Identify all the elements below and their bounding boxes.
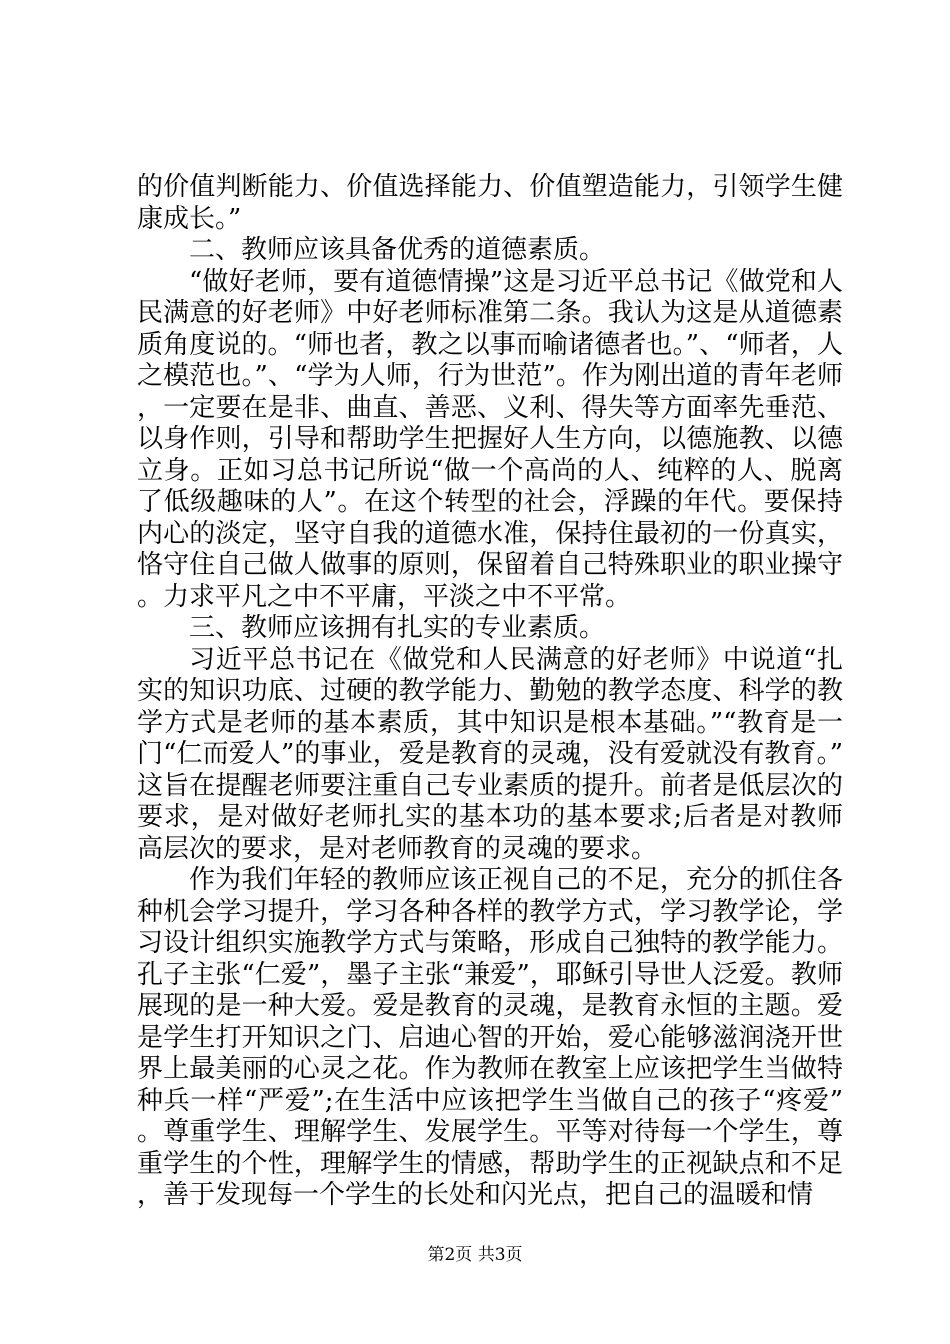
paragraph-professional-quality: 习近平总书记在《做党和人民满意的好老师》中说道“扎实的知识功底、过硬的教学能力、勤勉的教学态度、科学的教学方式是老师的基本素质，其中知识是根本基础。”“教育是一门“仁而爱人”的事业，爱是教育的灵魂，没有爱就没有教育。”这旨在提醒老师要注重自己专业素质的提升。前者是低层次的要求，是对做好老师扎实的基本功的基本要求;后者是对教师高层次的要求，是对老师教育的灵魂的要求。 — [137, 644, 843, 864]
paragraph-continuation: 的价值判断能力、价值选择能力、价值塑造能力，引领学生健康成长。” — [137, 172, 843, 234]
section-heading-professional: 三、教师应该拥有扎实的专业素质。 — [189, 613, 606, 643]
page-number-footer: 第2页 共3页 — [427, 1245, 523, 1265]
paragraph-moral-quality: “做好老师，要有道德情操”这是习近平总书记《做党和人民满意的好老师》中好老师标准第二条。我认为这是从道德素质角度说的。“师也者，教之以事而喻诸德者也。”、“师者，人之模范也。”、“学为人师，行为世范”。作为刚出道的青年老师，一定要在是非、曲直、善恶、义利、得失等方面率先垂范、以身作则，引导和帮助学生把握好人生方向，以德施教、以德立身。正如习总书记所说“做一个高尚的人、纯粹的人、脱离了低级趣味的人”。在这个转型的社会，浮躁的年代。要保持内心的淡定，坚守自我的道德水准，保持住最初的一份真实，恪守住自己做人做事的原则，保留着自己特殊职业的职业操守。力求平凡之中不平庸，平淡之中不平常。 — [137, 266, 843, 612]
paragraph-young-teachers: 作为我们年轻的教师应该正视自己的不足，充分的抓住各种机会学习提升，学习各种各样的教学方式，学习教学论，学习设计组织实施教学方式与策略，形成自己独特的教学能力。孔子主张“仁爱”，墨子主张“兼爱”，耶稣引导世人泛爱。教师展现的是一种大爱。爱是教育的灵魂，是教育永恒的主题。爱是学生打开知识之门、启迪心智的开始，爱心能够滋润浇开世界上最美丽的心灵之花。作为教师在教室上应该把学生当做特种兵一样“严爱”;在生活中应该把学生当做自己的孩子“疼爱”。尊重学生、理解学生、发展学生。平等对待每一个学生，尊重学生的个性，理解学生的情感，帮助学生的正视缺点和不足，善于发现每一个学生的长处和闪光点，把自己的温暖和情 — [137, 865, 843, 1210]
document-body — [137, 172, 843, 1212]
section-heading-moral: 二、教师应该具备优秀的道德素质。 — [189, 235, 606, 265]
